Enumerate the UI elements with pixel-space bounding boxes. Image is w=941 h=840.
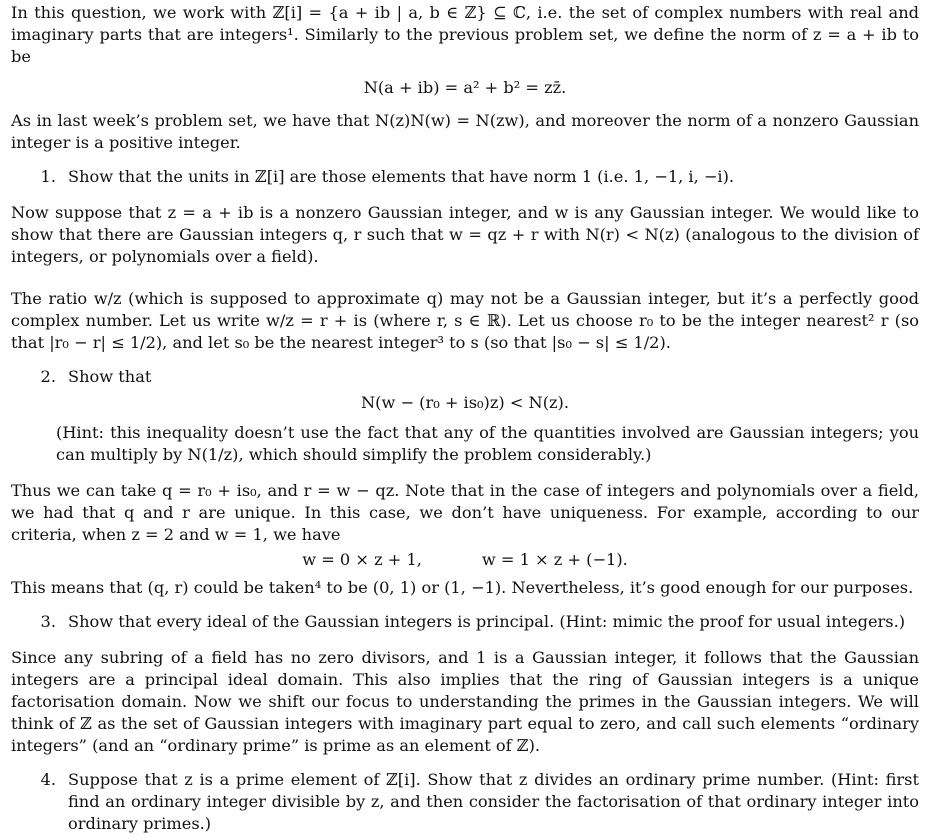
item-text: Show that	[68, 367, 152, 386]
problem-item-1	[11, 166, 919, 188]
problem-item-2	[11, 366, 919, 388]
example-equations	[11, 549, 919, 571]
norm-multiplicative-paragraph: As in last week’s problem set, we have that N(z)N(w) = N(zw), and moreover the norm of a nonzero Gaussian integer is a positive integer.	[11, 111, 919, 152]
hint-text: (Hint: this inequality doesn’t use the fact that any of the quantities involved are Gaussian integers; you can multiply by N(1/z), which should simplify the problem considerably.)	[56, 423, 919, 464]
intro-paragraph: In this question, we work with ℤ[i] = {a + ib | a, b ∈ ℤ} ⊆ ℂ, i.e. the set of complex numbers with real and imaginary parts that are integers¹. Similarly to the previous problem set, we define the norm of z = a + ib to be	[11, 3, 919, 66]
uniqueness-paragraph: Thus we can take q = r₀ + is₀, and r = w − qz. Note that in the case of integers and polynomials over a field, we had that q and r are unique. In this case, we don’t have uniqueness. For example, according to our criteria, when z = 2 and w = 1, we have	[11, 481, 919, 544]
ratio-paragraph: The ratio w/z (which is supposed to approximate q) may not be a Gaussian integer, but it’s a perfectly good complex number. Let us write w/z = r + is (where r, s ∈ ℝ). Let us choose r₀ to be the integer nearest² r (so that |r₀ − r| ≤ 1/2), and let s₀ be the nearest integer³ to s (so that |s₀ − s| ≤ 1/2).	[11, 289, 919, 352]
item-text: Show that the units in ℤ[i] are those elements that have norm 1 (i.e. 1, −1, i, −i).	[68, 167, 735, 186]
item-text: Suppose that z is a prime element of ℤ[i]. Show that z divides an ordinary prime number. (Hint: first find an ordinary integer divisible by z, and then consider the factorisation of that ordinary integer into ordinary primes.)	[68, 770, 919, 833]
division-setup-paragraph: Now suppose that z = a + ib is a nonzero Gaussian integer, and w is any Gaussian integer. We would like to show that there are Gaussian integers q, r such that w = qz + r with N(r) < N(z) (analogous to the division of integers, or polynomials over a field).	[11, 203, 919, 266]
example-equation-1: w = 0 × z + 1,	[302, 550, 422, 569]
inequality-equation: N(w − (r₀ + is₀)z) < N(z).	[360, 393, 570, 412]
problem-item-4	[11, 769, 919, 835]
norm-definition-equation: N(a + ib) = a² + b² = zz̄.	[363, 78, 567, 97]
pid-paragraph: Since any subring of a field has no zero divisors, and 1 is a Gaussian integer, it follows that the Gaussian integers are a principal ideal domain. This also implies that the ring of Gaussian integers is a unique factorisation domain. Now we shift our focus to understanding the primes in the Gaussian integers. We will think of ℤ as the set of Gaussian integers with imaginary part equal to zero, and call such elements “ordinary integers” (and an “ordinary prime” is prime as an element of ℤ).	[11, 648, 919, 755]
item-number: 2.	[40, 367, 56, 386]
example-equation-2: w = 1 × z + (−1).	[481, 550, 628, 569]
item-number: 3.	[40, 612, 56, 631]
problem-item-3	[11, 611, 919, 633]
item-number: 4.	[40, 770, 56, 789]
item-text: Show that every ideal of the Gaussian integers is principal. (Hint: mimic the proof for usual integers.)	[68, 612, 906, 631]
item-number: 1.	[40, 167, 56, 186]
nonuniqueness-paragraph: This means that (q, r) could be taken⁴ to be (0, 1) or (1, −1). Nevertheless, it’s good enough for our purposes.	[11, 578, 914, 597]
